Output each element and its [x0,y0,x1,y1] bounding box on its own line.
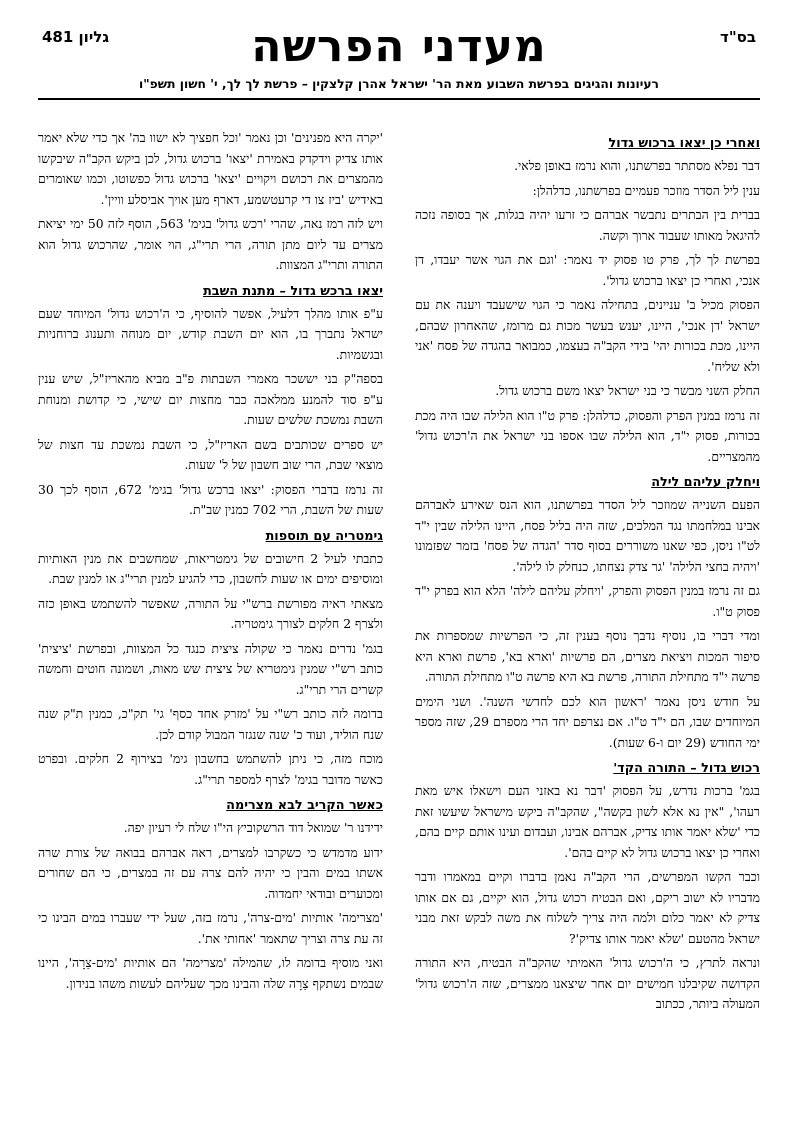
section-paragraph: 'יקרה היא מפנינים' וכן נאמר 'וכל חפציך לא ישוו בה' אך כדי שלא יאמר אותו צדיק וידקדק באמירת 'יצאו' ברכוש גדול, לכן ביקש הקב"ה שיבקשו מהמצרים את רכושם ויקויים 'יצאו' ברכוש גדול כפשוטו, וכמו שאומרים באידיש 'ביז צו די קרעטשמע, דארף מען אויך אביסלע וויין'. [38,130,383,207]
section-paragraph: ע"פ אותו מהלך דלעיל, אפשר להוסיף, כי ה'רכוש גדול' המיוחד שעם ישראל נתברך בו, הוא יום השבת קודש, יום מנוחה ותענוג ברוחניות ובגשמיות. [38,305,383,362]
section-paragraph: בספה"ק בני יששכר מאמרי השבתות פ"ב מביא מהאריז"ל, שיש ענין ע"פ סוד להמנע ממלאכה כבר מחצות יום שישי, כי קדושת ומנוחת השבת נמשכת שלשים שעות. [38,371,383,427]
section-paragraph: דבר נפלא מסתתר בפרשתנו, והוא נרמז באופן פלאי. [514,158,760,173]
section-paragraph: מצאתי ראיה מפורשת ברש"י על התורה, שאפשר להשתמש באופן כזה ולצרף 2 חלקים לצורך גימטריה. [38,595,383,631]
article-section [38,796,383,994]
page-header [38,20,760,100]
article-columns [38,128,760,1108]
article-section [415,473,760,753]
section-paragraph: החלק השני מבשר כי בני ישראל יצאו משם ברכוש גדול. [495,383,760,398]
section-heading: ואחרי כן יצאו ברכוש גדול [608,136,760,151]
section-paragraph: הפסוק מכיל ב' עניינים, בתחילה נאמר כי הגוי שישעבד ויענה את עם ישראל 'דן אנכי', היינו, יענש בעשר מכות גם מרומז, שהאחרון שבהם, היינו, מכת בכורות יהי' בידי הקב"ה בעצמו, כמבואר בהגדה של פסח 'אני ולא שליח'. [415,297,760,374]
section-paragraph: בברית בין הבתרים נתבשר אברהם כי זרעו יהיה בגלות, אך בסופה נזכה להיגאל מאותו שעבוד ארוך וקשה. [415,207,760,243]
section-paragraph: גם זה נרמז במנין הפסוק והפרק, 'ויחלק עליהם לילה' הלא הוא בפרק י"ד פסוק ט"ו. [415,583,760,619]
section-paragraph: ענין ליל הסדר מוזכר פעמיים בפרשתנו, כדלהלן: [532,182,760,198]
article-section [38,282,383,521]
section-paragraph: יש ספרים שכותבים בשם האריז"ל, כי השבת נמשכת עד חצות של מוצאי שבת, הרי שוב חשבון של ל' שעות. [38,436,383,472]
section-paragraph: 'מצרימה' אותיות 'מים-צרה', נרמז בזה, שעל ידי שעברו במים הבינו כי זה עת צרה וצריך שתאמר 'אחותי את'. [38,910,383,946]
section-heading: רכוש גדול – התורה הקד' [613,761,760,776]
section-paragraph: מוכח מזה, כי ניתן להשתמש בחשבון גימ' בצירוף 2 חלקים. ובפרט כאשר מדובר בגימ' לצרף למספר תרי"ג. [38,751,383,787]
section-paragraph: בפרשת לך לך, פרק טו פסוק יד נאמר: 'וגם את הגוי אשר יעבדו, דן אנכי, ואחרי כן יצאו ברכוש גדול'. [415,252,760,288]
section-paragraph: ונראה לתרץ, כי ה'רכוש גדול' האמיתי שהקב"ה הבטיח, היא התורה הקדושה שקיבלנו חמישים יום אחר שיצאנו ממצרים, שזה ה'רכוש גדול' המעולה ביותר, ככתוב [415,955,760,1011]
article-section [415,134,760,467]
section-paragraph: ואני מוסיף בדומה לו, שהמילה 'מצרימה' הם אותיות 'מים-צַרָה', היינו שבמים נשתקף צַרָה שלה והבינו מכך שעליהם לעשות משהו בנידון. [38,955,383,991]
section-paragraph: ומדי דברי בו, נוסיף נדבך נוסף בענין זה, כי הפרשיות שמספרות את סיפור המכות ויציאת מצרים, הם פרשיות 'וארא בא', פרשת וארא היא פרשה י"ד מתחילת התורה, פרשת בא היא פרשה ט"ו מתחילת התורה. [415,628,760,684]
section-paragraph: הפעם השנייה שמוזכר ליל הסדר בפרשתנו, הוא הנס שאירע לאברהם אבינו במלחמתו נגד המלכים, שזה היה בליל פסח, היינו הלילה שבין י"ד לט"ו ניסן, כפי שאנו משוררים בסוף סדר 'הגדה של פסח' בזמר שפזמונו 'ויהיה בחצי הלילה' 'גר צדק נצחתו, כנחלק לו לילה'. [415,497,760,574]
section-heading: כאשר הקריב לבא מצרימה [226,798,383,813]
section-paragraph: בגמ' ברכות נדרש, על הפסוק 'דבר נא באזני העם וישאלו איש מאת רעהו', "אין נא אלא לשון בקשה", שהקב"ה ביקש מישראל שיעשו זאת כדי 'שלא יאמר אותו צדיק, אברהם אבינו, ועבדום ועינו אותם קיים בהם, ואחרי כן יצאו ברכוש גדול לא קיים בהם'. [415,783,760,860]
section-heading: יצאו ברכש גדול – מתנת השבת [203,283,383,299]
section-paragraph: בגמ' נדרים נאמר כי שקולה ציצית כנגד כל המצוות, ובפרשת 'ציצית' כותב רש"י שמנין גימטריא של ציצית שש מאות, ושמונה חוטים וחמשה קשרים הרי תרי"ג. [38,640,383,697]
section-heading: גימטריה עם תוספות [265,528,383,544]
page-subtitle: רעיונות והגיגים בפרשת השבוע מאת הר' ישראל אהרן קלצקין – פרשת לך לך, י' חשון תשפ"ו [139,77,659,91]
section-paragraph: ידוע מדמדש כי כשקרבו למצרים, ראה אברהם בבואה של צורת שרה אשתו במים והבין כי יהיה להם צרה עם זה במצרים, כי הם שחורים ומכוערים ובודאי יחמדוה. [38,844,383,901]
article-section [38,527,383,791]
section-paragraph: ידידנו ר' שמואל דוד הרשקוביץ הי"ו שלח לי רעיון יפה. [123,820,383,835]
section-heading: ויחלק עליהם לילה [651,475,760,490]
section-paragraph: וכבר הקשו המפרשים, הרי הקב"ה נאמן בדברו וקיים במאמרו ודבר מדבריו לא ישוב ריקם, ואם הבטיח רכוש גדול, הוא יקיים, גם אם אותו צדיק לא יאמר כלום ולמה היה צריך לשלוח את משה לבקש זאת מבני ישראל מהטעם 'שלא יאמר אותו צדיק'? [415,869,760,946]
section-paragraph: על חודש ניסן נאמר 'ראשון הוא לכם לחדשי השנה'. ושני הימים המיוחדים שבו, הם י"ד ט"ו. אם נצרפם יחד הרי מספרם 29, שזה מספר ימי החודש (29 יום ו-6 שעות). [415,693,760,750]
section-paragraph: זה נרמז בדברי הפסוק: 'יצאו ברכש גדול' בגימ' 672, הוסף לכך 30 שעות של השבת, הרי 702 כמנין שב"ת. [38,481,383,517]
section-paragraph: זה נרמז במנין הפרק והפסוק, כדלהלן: פרק ט"ו הוא הלילה שבו היה מכת בכורות, פסוק י"ד, הוא הלילה שבו אספו בני ישראל את ה'רכוש גדול' מהמצריים. [415,407,760,464]
issue-number: גליון 481 [42,28,110,46]
article-section [415,759,760,1015]
left-column [38,128,383,1108]
right-column [415,128,760,1108]
section-paragraph: כתבתי לעיל 2 חישובים של גימטריאות, שמחשבים את מנין האותיות ומוסיפים ימים או שעות לחשבון, כדי להגיע למנין תרי"ג או למנין שבת. [38,550,383,586]
newsletter-page [38,20,760,1110]
article-section [38,128,383,276]
section-paragraph: בדומה לזה כותב רש"י על 'מזרק אחד כסף' גי' תק"כ, כמנין ת"ק שנה שנח הוליד, ועוד כ' שנה שנגזר המבול קודם לכן. [38,706,383,742]
section-paragraph: ויש לזה רמז נאה, שהרי 'רכש גדול' בגימ' 563, הוסף לזה 50 ימי יציאת מצרים עד ליום מתן תורה, הרי תרי"ג, הוי אומר, שהרכוש גדול הוא התורה ותרי"ג המצוות. [38,216,383,272]
page-title: מעדני הפרשה [251,21,547,72]
bsd-mark: בס"ד [720,28,756,46]
